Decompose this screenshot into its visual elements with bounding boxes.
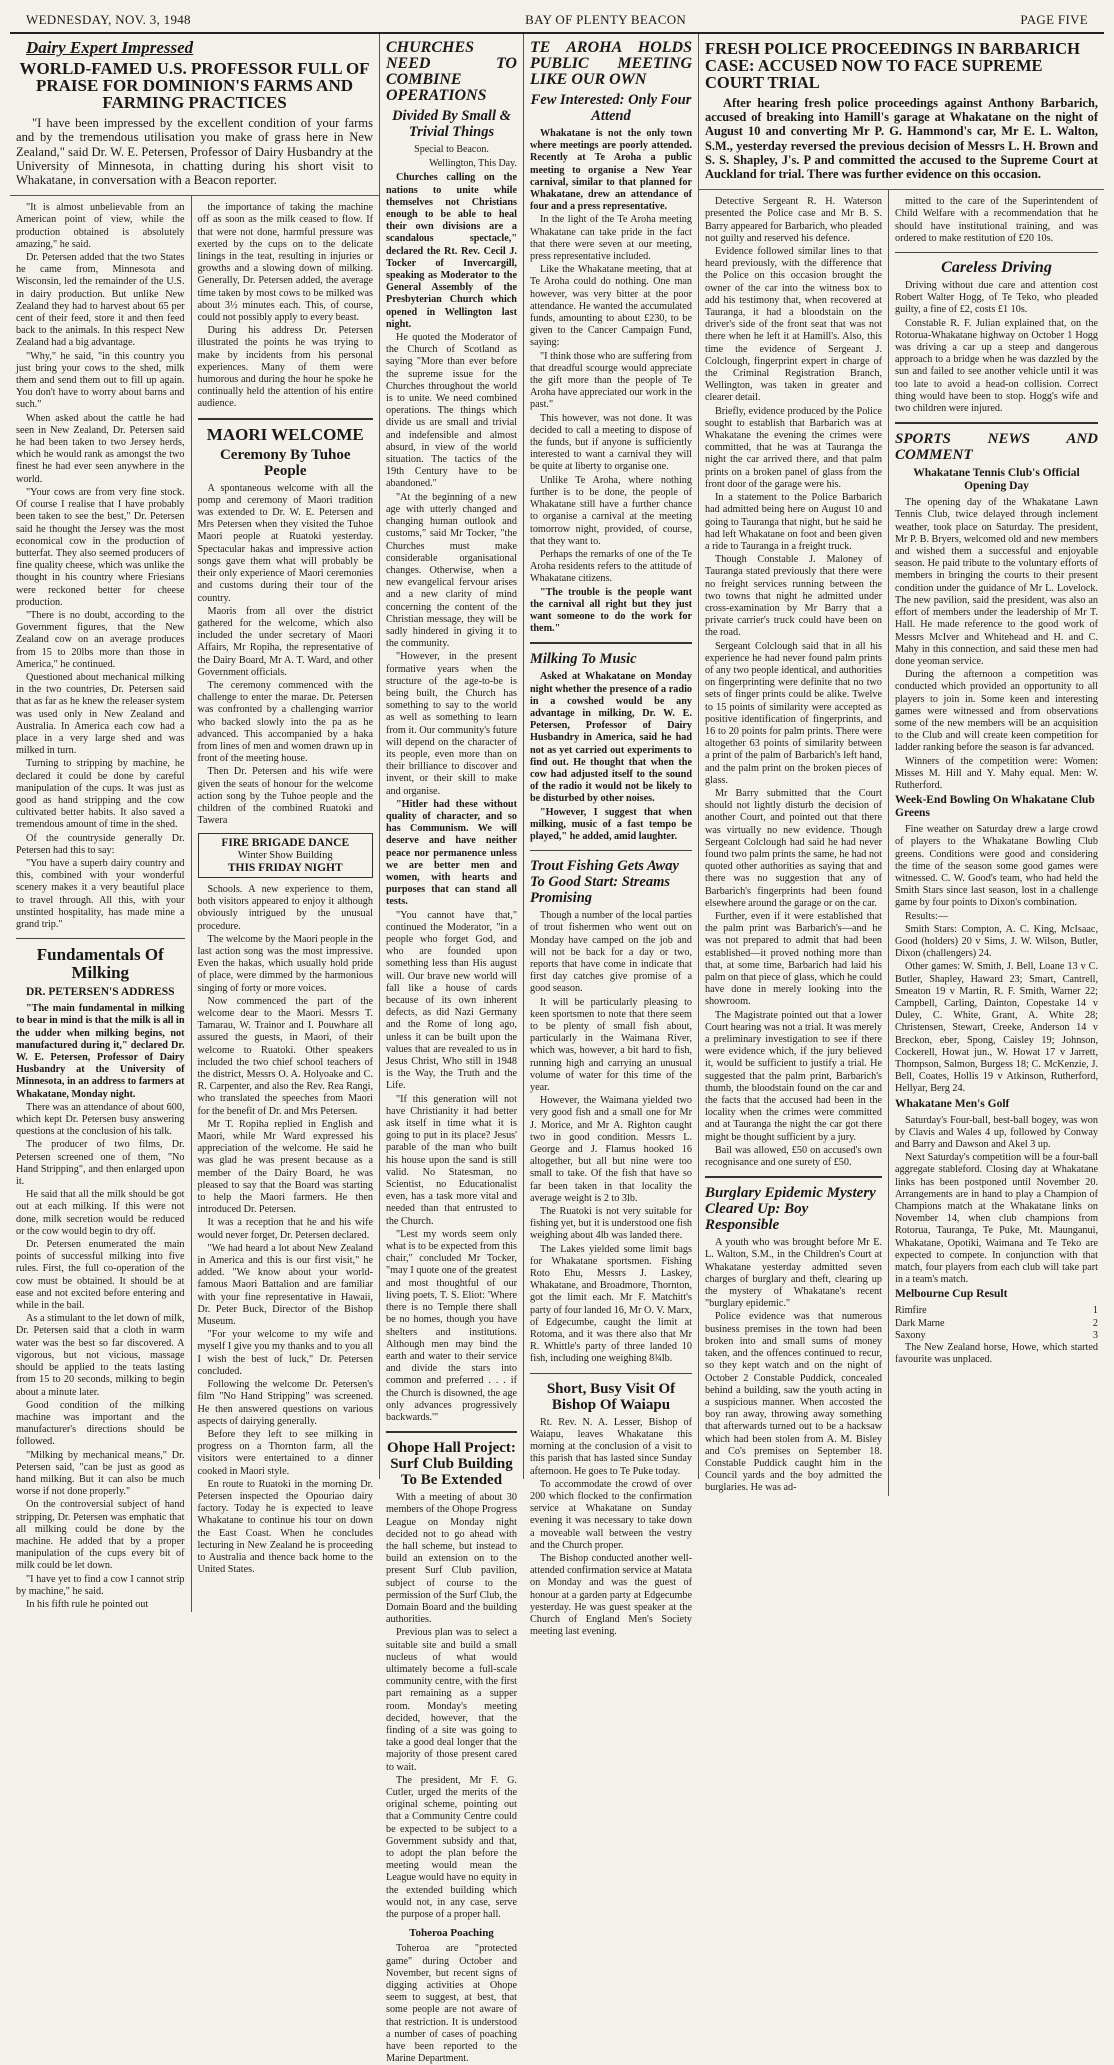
dateline: Special to Beacon. xyxy=(414,144,489,155)
bold-lead: Churches calling on the nations to unite while themselves not Christians enough to be able to heal their own divisions are a scandalous spectacle," declared the Rt. Rev. Cecil J. Tocker of Invercargill, speaking as Moderator to the General Assembly of the Presbyterian Church which opened in Wellington last night. xyxy=(386,172,517,330)
dairy-lead-band xyxy=(10,34,379,196)
paragraph: However, the Waimana yielded two very good fish and a small one for Mr J. Morice, and Mr A. Righton caught two in good condition. Messrs L. George and J. Flamus hooked 16 altogether, but all but nine were too small to take. Of the fish that have so far been taken in that locality the average weight is 2 to 3lb. xyxy=(529,1095,692,1204)
article-body xyxy=(705,196,882,1169)
placing: 1 xyxy=(1092,1305,1098,1317)
paragraph: A youth who was brought before Mr E. L. Walton, S.M., in the Children's Court at Whakatane yesterday admitted seven charges of burglary and theft, clearing up the mystery of Whakatane's recent "burglary epidemic." xyxy=(705,1237,882,1310)
paragraph: Results:— xyxy=(905,910,949,922)
paragraph: The Magistrate pointed out that a lower Court hearing was not a trial. It was merely a preliminary investigation to see if there were evidence which, if the jury believed it, would be sufficient to justify a trial. He suggested that the palm print, Barbarich's thumb, the bloodstain found on the car and the facts that the accused had been in the locality when the crimes were committed and at Tauranga the night the car got there might be thought sufficient by a jury. xyxy=(705,1009,882,1143)
article-body xyxy=(895,196,1098,245)
paragraph: the importance of taking the machine off as soon as the milk ceased to flow. If that were not done, harmful pressure was exerted by the cups on to the delicate linings in the teat, resulting in injuries or growths and a slowing down of milking. Generally, Dr. Petersen added, the average time taken by most cows to be milked was about 3½ minutes each. This, of course, could not possibly apply to every beast. xyxy=(197,202,373,324)
masthead-title: BAY OF PLENTY BEACON xyxy=(525,12,687,27)
paragraph: Mr T. Ropiha replied in English and Maori, while Mr Ward expressed his appreciation of the welcome. He said he was glad he was present because as a member of the Dairy Board, he was pleased to say that the Board was starting to help the Maori farmers. He then introduced Dr. Petersen. xyxy=(197,1118,373,1216)
te-aroha-column xyxy=(524,34,699,1638)
ad-title: FIRE BRIGADE DANCE xyxy=(221,837,350,850)
dateline-place: Wellington, This Day. xyxy=(429,158,517,170)
paragraph: Now commenced the part of the welcome dear to the Maori. Messrs T. Tamarau, W. Trainor and I. Pouwhare all assured the guests, in Maori, of their welcome to Ruatoki. Other speakers included the two chief school teachers of the district, Messrs O. A. Holyoake and C. R. Carpenter, and also the Rev. Rea Rangi, who translated the speeches from Maori for the benefit of Dr. and Mrs Petersen. xyxy=(197,995,373,1117)
article-body xyxy=(198,202,373,410)
horse-name: Dark Marne xyxy=(895,1317,945,1329)
paragraph: "Milking by mechanical means," Dr. Petersen said, "can be just as good as hand milking. But it can also be much worse if not done properly." xyxy=(16,1449,185,1498)
paragraph: Further, even if it were established that the palm print was Barbarich's—and he was not prepared to admit that had been established—it proved nothing more than that, at some time, Barbarich had laid his palm on that piece of glass, which he could have done in merely looking into the showroom. xyxy=(705,911,882,1008)
article-body xyxy=(705,1237,882,1494)
paragraph: Police evidence was that numerous business premises in the town had been broken into and small sums of money taken, and the offences continued to recur, so they kept watch and on the night of October 2 Constable Puddick, concealed behind a building, saw the youth acting in a suspicious manner. When accosted the boy ran away, throwing away something that afterwards turned out to be a hacksaw which had been stolen from A. M. Bisley and Co's premises on September 18. Constable Puddick caught him in the Council yards and the boy admitted the burglaries. He was ad- xyxy=(705,1311,882,1494)
paragraph: Briefly, evidence produced by the Police sought to establish that Barbarich was at Whakatane the evening the crimes were committed, that he was at Tauranga the night the car arrived there, and that palm prints on a broken panel of glass from the front door of the garage were his. xyxy=(705,405,882,490)
paragraph: "I have yet to find a cow I cannot strip by machine," he said. xyxy=(16,1573,185,1597)
paragraph: Turning to stripping by machine, he declared it could be done by careful manipulation of the cups. It was just as good as hand stripping and the cow cultivated better habits. It also saved a tremendous amount of time in the shed. xyxy=(16,758,185,831)
paragraph: Driving without due care and attention cost Robert Walter Hogg, of Te Teko, who pleaded guilty, a fine of £2, costs £1 10s. xyxy=(895,280,1098,316)
subcolumn-right xyxy=(192,196,379,1612)
paragraph: Perhaps the remarks of one of the Te Aroha residents refers to the attitude of Whakatane citizens. xyxy=(529,548,692,585)
ad-date: THIS FRIDAY NIGHT xyxy=(227,861,343,874)
result-row xyxy=(895,1330,1098,1342)
paragraph: "You have a superb dairy country and this, combined with your wonderful scenery makes it a very beautiful place to travel through. All this, with your unstinted hospitality, has made mine a grand trip." xyxy=(16,857,185,930)
paragraph: The ceremony commenced with the challenge to enter the marae. Dr. Petersen was confronted by a challenging warrior who backed slowly into the pa as he advanced. This accompanied by a haka from lines of men and women drawn up in front of the meeting house. xyxy=(197,679,373,765)
article-body xyxy=(895,1342,1098,1366)
bold-lead: Whakatane is not the only town where meetings are poorly attended. Recently at Te Aroha a public meeting to organise a New Year carnival, similar to that planned for Whakatane, drew an attendance of four and a press representative. xyxy=(529,128,692,213)
paragraph: Detective Sergeant R. H. Waterson presented the Police case and Mr B. S. Barry appeared for Barbarich, who pleaded not guilty and reserved his defence. xyxy=(705,196,882,244)
divider xyxy=(386,1431,517,1433)
divider xyxy=(198,418,373,420)
paragraph: Sergeant Colclough said that in all his experience he had never found palm prints of any two people identical, and authorities on fingerprinting were definite that no two sets of finger prints could be alike. Twelve to 15 points of similarity were accepted as positive identification of fingerprints, and 16 to 20 points for palm prints. There were altogether 63 points of similarity between a print of the palm of Barbarich's left hand, and the palm print on the broken pieces of glass. xyxy=(705,640,882,786)
bold-quote: "Hitler had these without quality of character, and so has Communism. We will deserve and have neither peace nor permanence unless we are better men and women, with hearts and purposes that can stand all tests. xyxy=(386,798,517,908)
paragraph: "At the beginning of a new age with utterly changed and changing human outlook and customs," said Mr Tocker, "the Churches must make considerable organisational changes. Otherwise, when a new evangelical fervour arises and a new clarity of mind concerning the content of the Christian message, they will be sadly hindered in giving it to the community. xyxy=(386,491,517,650)
paragraph: During the afternoon a competition was conducted which provided an opportunity to all players to join in. Some keen and interesting games were witnessed and from observations some of the new members will be an acquisition to the Club and will create keen competition for ladder ranking before the season is far advanced. xyxy=(895,669,1098,754)
headline-milking-music: Milking To Music xyxy=(529,651,637,668)
paragraph: Mr Barry submitted that the Court should not lightly disturb the decision of another Court, and pointed out that there was virtually no new evidence. Though Sergeant Colclough had said he had never found two palm prints the same, he had not quoted other authorities as saying that and there was no suggestion that any of Barbarich's fingerprints had been found elsewhere around the garage or on the car. xyxy=(705,787,882,909)
paragraph: Saturday's Four-ball, best-ball bogey, was won by Clavis and Wales 4 up, followed by Conway and Barry and Dawson and Akel 3 up. xyxy=(895,1114,1098,1151)
headline-careless-driving: Careless Driving xyxy=(941,259,1052,277)
kicker: Dairy Expert Impressed xyxy=(26,38,194,57)
article-body xyxy=(16,202,185,931)
article-body xyxy=(16,1102,185,1611)
right-subcolumns xyxy=(699,190,1104,1495)
headline-toheroa: Toheroa Poaching xyxy=(409,1927,494,1940)
paragraph: Rt. Rev. N. A. Lesser, Bishop of Waiapu, leaves Whakatane this morning at the conclusion of a visit to this parish that has lasted since Sunday afternoon. He goes to Te Puke today. xyxy=(529,1416,692,1477)
article-body xyxy=(386,1943,517,2065)
paragraph: As a stimulant to the let down of milk, Dr. Petersen said that a cloth in warm water was the best so far discovered. A vigorous, but not vicious, massage should be applied to the teats lasting from 15 to 20 seconds, milking to begin about a minute later. xyxy=(16,1313,185,1398)
divider xyxy=(530,642,692,644)
headline-te-aroha: TE AROHA HOLDS PUBLIC MEETING LIKE OUR OWN xyxy=(529,39,692,88)
paragraph: The president, Mr F. G. Cutler, urged the merits of the original scheme, pointing out that a Community Centre could be expected to be subject to a Government subsidy and that, to adopt the plan before the meeting would mean the League would have no equity in the extended building which would not, in any case, serve the purpose of a proper hall. xyxy=(386,1774,517,1921)
paragraph: This however, was not done. It was decided to call a meeting to dispose of the funds, but if anyone is sufficiently interested to want a carnival they will be quite at liberty to organise one. xyxy=(529,412,692,473)
paragraph: Unlike Te Aroha, where nothing further is to be done, the people of Whakatane still have a further chance to organise a carnival at the meeting tomorrow night, provided, of course, that they want to. xyxy=(529,474,692,547)
paragraph: "Your cows are from very fine stock. Of course I realise that I have probably been taken to see the best," Dr. Petersen said he thought the Jersey was the most economical cow in the production of butterfat. They also seemed producers of fine quality cheese, which was unlike the thought in his country where Friesians were reckoned better for cheese production. xyxy=(16,486,185,608)
paragraph: Dr. Petersen added that the two States he came from, Minnesota and Wisconsin, led the remainder of the U.S. in dairy production. But unlike New Zealand they had to harvest about 65 per cent of their feed, store it and then feed back to the animals. In this respect New Zealand had a big advantage. xyxy=(16,252,185,349)
headline-police: FRESH POLICE PROCEEDINGS IN BARBARICH CASE: ACCUSED NOW TO FACE SUPREME COURT TRIAL xyxy=(705,39,1080,92)
paragraph: "For your welcome to my wife and myself I give you my thanks and to you all I wish the best of luck," Dr. Petersen concluded. xyxy=(197,1329,373,1377)
bold-quote: "However, I suggest that when milking, music of a fast tempo be played," he added, amid laughter. xyxy=(529,806,692,842)
sports-column xyxy=(889,190,1104,1495)
paragraph: He said that all the milk should be got out at each milking. If this were not done, milk secretion would be reduced or the cow would begin to dry off. xyxy=(16,1189,185,1237)
subhead-few-interested: Few Interested: Only Four Attend xyxy=(530,92,692,124)
paragraph: Good condition of the milking machine was important and the manufacturer's directions should be followed. xyxy=(16,1399,185,1448)
paragraph: On the controversial subject of hand stripping, Dr. Petersen was emphatic that all milking could be done by the machine. He added that by a proper manipulation of the cups every bit of milk could be let down. xyxy=(16,1499,185,1572)
headline-professor: WORLD-FAMED U.S. PROFESSOR FULL OF PRAISE FOR DOMINION'S FARMS AND FARMING PRACTICES xyxy=(19,59,370,113)
result-row xyxy=(895,1305,1098,1317)
article-body xyxy=(895,824,1098,1095)
paragraph: Following the welcome Dr. Petersen's film "No Hand Stripping" was screened. He then answered questions on various aspects of dairying generally. xyxy=(197,1379,373,1427)
bold-quote: "The trouble is the people want the carnival all right but they just want someone to do the work for them." xyxy=(529,586,692,635)
placing: 2 xyxy=(1092,1317,1098,1329)
paragraph: With a meeting of about 30 members of the Ohope Progress League on Monday night decided not to go ahead with the hall scheme, but instead to build an extension on to the present Surf Club pavilion, subject of course to the permission of the Surf Club, the Domain Board and the building authorities. xyxy=(386,1492,517,1626)
paragraph: It was a reception that he and his wife would never forget, Dr. Petersen declared. xyxy=(197,1217,373,1241)
paragraph: Schools. A new experience to them, both visitors appeared to enjoy it although obviously intrigued by the unusual procedure. xyxy=(197,883,373,932)
paragraph: The Bishop conducted another well-attended confirmation service at Matata on Monday and was the guest of honour at a garden party at Edgecumbe yesterday. He was guest speaker at the Church of England Men's Society meeting last evening. xyxy=(529,1552,692,1638)
headline-tennis: Whakatane Tennis Club's Official Opening Day xyxy=(913,467,1080,493)
paragraph: There was an attendance of about 600, which kept Dr. Petersen busy answering questions at the conclusion of his talk. xyxy=(16,1101,185,1138)
paragraph: "There is no doubt, according to the Government figures, that the New Zealand cow on an average produces from 15 to 20lbs more than those in America," he continued. xyxy=(16,609,185,670)
paragraph: Other games: W. Smith, J. Bell, Loane 13 v C. Butler, Shapley, Haward 23; Smart, Cantrell, Smeaton 19 v Martin, R. F. Smith, Warner 22; Campbell, Carling, Dainton, Copestake 14 v Duley, C. White, Grant, A. White 28; Christensen, Stewart, Creeke, Anderson 14 v Breckon, eber, Spong, Caisley 19; Johnson, Cockerell, Howat jun., W. Howat 17 v Jarrett, Thompson, Salmon, Burgess 18; C. McKenzie, J. Bell, Coates, Hollis 19 v Atkinson, Rutherford, Hellyar, Berg 24. xyxy=(895,961,1098,1095)
bold-lead: "The main fundamental in milking to bear in mind is that the milk is all in the udder when milking begins, not manufactured during it," declared Dr. W. E. Petersen, Professor of Dairy Husbandry at the University of Minnesota, in an address to farmers at Whakatane, Monday night. xyxy=(16,1003,185,1100)
paragraph: Previous plan was to select a suitable site and build a small nucleus of what would ultimately become a full-scale community centre, with the first part remaining as a supper room. Monday's meeting decided, however, that the finding of a site was going to take a good deal longer that the majority of those present cared to wait. xyxy=(386,1627,517,1773)
ad-venue: Winter Show Building xyxy=(237,849,333,861)
churches-column xyxy=(380,34,524,2065)
paragraph: Maoris from all over the district gathered for the welcome, which also included the under secretary of Maori Affairs, Mr Ropiha, the representative of the Dairy Board, Mr A. T. Ward, and other Government officials. xyxy=(197,605,373,678)
paragraph: Then Dr. Petersen and his wife were given the seats of honour for the welcome action song by the Tuhoe people and the children of the combined Ruatoki and Tawera xyxy=(197,766,373,827)
headline-trout: Trout Fishing Gets Away To Good Start: Streams Promising xyxy=(529,858,679,907)
headline-bishop: Short, Busy Visit Of Bishop Of Waiapu xyxy=(546,1380,676,1413)
police-lead-band xyxy=(699,34,1104,190)
article-body xyxy=(386,332,517,798)
paragraph: Dr. Petersen enumerated the main points of successful milking into five rules. First, the full co-operation of the cow must be obtained. It should be at ease and not excited before entering and while in the bail. xyxy=(16,1239,185,1312)
headline-ohope: Ohope Hall Project: Surf Club Building To Be Extended xyxy=(387,1440,516,1489)
paragraph: In his fifth rule he pointed out xyxy=(26,1598,149,1610)
paragraph: Winners of the competition were: Women: Misses M. Hill and Y. Mahy equal. Men: W. Rutherford. xyxy=(895,755,1098,791)
paragraph: Smith Stars: Compton, A. C. King, McIsaac, Good (holders) 20 v Sims, J. W. Wilson, Butler, Dixon (challengers) 24. xyxy=(895,923,1098,960)
paragraph: "I think those who are suffering from that dreadful scourge would appreciate the gift more than the people of Te Aroha have appreciated our work in the past." xyxy=(529,350,692,411)
paragraph: It will be particularly pleasing to keen sportsmen to note that there seem to be plenty of small fish about, particularly in the Waimana River, which was, however, a bit hard to fish, running high and carrying an unusual volume of water for this time of the year. xyxy=(529,996,692,1094)
headline-melbourne-cup: Melbourne Cup Result xyxy=(895,1288,1008,1301)
police-column xyxy=(699,190,889,1495)
headline-burglary: Burglary Epidemic Mystery Cleared Up: Boy Responsible xyxy=(705,1185,876,1234)
article-body xyxy=(530,910,692,1366)
paragraph: Fine weather on Saturday drew a large crowd of players to the Whakatane Bowling Club greens. Conditions were good and considering the time of the season some good games were witnessed. C. W. Good's team, who had held the Smith Stars since last season, lost in a challenge game by four points to Dixon's combination. xyxy=(895,824,1098,909)
paragraph: The opening day of the Whakatane Lawn Tennis Club, twice delayed through inclement weather, took place on Saturday. The president, Mr P. B. Bryers, welcomed old and new members and wished them a successful and enjoyable season. He paid tribute to the voluntary efforts of members in bringing the courts to their present condition under the guidance of Mr L. Lovelock. The new pavilion, said the president, was also an effort of members under the leadership of Mr T. Hall. He made reference to the good work of Messrs McIver and Whitehead and H. and C. Mahy in this connection, and said these men had done yeoman service. xyxy=(895,497,1098,667)
paragraph: Evidence followed similar lines to that heard previously, with the difference that the Police on this occasion brought the owner of the car into the witness box to add his testimony that, when recovered at Tauranga, it had a bloodstain on the driver's side of the front seat that was not there when he left it at Hamill's. Also, this time the evidence of Sergeant J. Colclough, fingerprint expert in charge of the Criminal Registration Branch, Wellington, was taken in greater and clearer detail. xyxy=(705,246,882,404)
article-body xyxy=(895,497,1098,792)
paragraph: mitted to the care of the Superintendent of Child Welfare with a recommendation that he should have institutional training, and was ordered to make restitution of £20 10s. xyxy=(895,196,1098,244)
subhead-ceremony: Ceremony By Tuhoe People xyxy=(219,446,351,479)
dance-advertisement xyxy=(198,833,373,878)
masthead-page: PAGE FIVE xyxy=(1020,12,1088,27)
dairy-expert-section xyxy=(10,34,380,1610)
article-body xyxy=(198,483,373,828)
article-body xyxy=(198,884,373,1576)
horse-name: Saxony xyxy=(895,1329,926,1341)
race-results xyxy=(895,1305,1098,1342)
paragraph: "It is almost unbelievable from an American point of view, while the production obtained is absolutely amazing," he said. xyxy=(16,202,185,250)
columns xyxy=(10,34,1104,2065)
paragraph: The welcome by the Maori people in the last action song was the most impressive. Even the hakas, which usually hold pride of place, were dimmed by the harmonious singing of forty or more voices. xyxy=(197,933,374,994)
paragraph: Constable R. F. Julian explained that, on the Rotorua-Whakatane highway on October 1 Hogg was driving a car up a steep and dangerous approach to a bridge when he was dazzled by the sun and failed to see another vehicle until it was too late to avoid a head-on collision. Correct thing would have been to stop. Hogg's wife and two children were injured. xyxy=(895,317,1098,415)
article-body xyxy=(386,1492,517,1921)
paragraph: A spontaneous welcome with all the pomp and ceremony of Maori tradition was extended to Dr. W. E. Petersen and Mrs Petersen when they visited the Tuhoe Maori people at Ruatoki yesterday. Spectacular hakas and impressive action songs gave them what will probably be their only experience of Maori ceremonies and customs during their tour of the country. xyxy=(197,482,373,604)
divider xyxy=(16,938,185,939)
paragraph: The Ruatoki is not very suitable for fishing yet, but it is understood one fish weighing about 4lb was landed there. xyxy=(529,1206,692,1242)
subcolumn-left xyxy=(10,196,192,1612)
article-body xyxy=(895,280,1098,415)
subhead-address: DR. PETERSEN'S ADDRESS xyxy=(25,986,175,999)
right-section xyxy=(699,34,1104,1494)
placing: 3 xyxy=(1092,1329,1098,1341)
paragraph: The New Zealand horse, Howe, which started favourite was unplaced. xyxy=(895,1342,1098,1366)
bold-lead: Asked at Whakatane on Monday night whether the presence of a radio in a cowshed would be any advantage in milking, Dr. W. E. Petersen, Professor of Dairy Husbandry in America, said he had not as yet carried out experiments to find out. He thought that when the cow had adjusted itself to the sound of the radio it would not be likely to be disturbed by other noises. xyxy=(529,671,692,805)
paragraph: Before they left to see milking in progress on a Thornton farm, all the visitors were entertained to a dinner cooked in Maori style. xyxy=(197,1428,373,1477)
headline-bowling: Week-End Bowling On Whakatane Club Greens xyxy=(895,794,1095,820)
subhead-divided: Divided By Small & Trivial Things xyxy=(392,108,511,140)
paragraph: Though a number of the local parties of trout fishermen who went out on Monday have camped on the job and will not be back for a day or two, reports that have come in indicate that first day catches give promise of a good season. xyxy=(529,910,692,995)
paragraph: The producer of two films, Dr. Petersen screened one of them, "No Hand Stripping", and then enlarged upon it. xyxy=(16,1139,185,1188)
paragraph: In a statement to the Police Barbarich had admitted being here on August 10 and going to Tauranga that night, but he said he had left Whakatane on foot and been given a ride to Tauranga in a freight truck. xyxy=(705,492,882,552)
paragraph: Toheroa are "protected game" during October and November, but recent signs of digging activities at Ohope seem to suggest, at best, that some people are not aware of that restriction. It is understood a number of cases of poaching have been reported to the Marine Department. xyxy=(386,1943,517,2065)
headline-maori-welcome: MAORI WELCOME xyxy=(206,424,364,444)
horse-name: Rimfire xyxy=(895,1305,927,1317)
result-row xyxy=(895,1318,1098,1330)
lead-paragraph: "I have been impressed by the excellent condition of your farms and by the tremendous utilisation you make of grass here in New Zealand," said Dr. W. E. Petersen, Professor of Dairy Husbandry at the University of Minnesota, in chatting during his short visit to Whakatane, in conversation with a Beacon reporter. xyxy=(16,116,373,188)
paragraph: The Lakes yielded some limit bags for Whakatane sportsmen. Fishing Roto Ehu, Messrs J. Laskey, Whakatane, and Broadmore, Thornton, got the limit each. Mr F. Matchitt's party of four landed 16, Mr O. V. Marx, of Edgecumbe, caught the limit at Rotoma, and it was there also that Mr R. Whittle's party of three landed 10 fish, including one weighing 8¾lb. xyxy=(529,1243,693,1365)
article-body xyxy=(895,1115,1098,1287)
paragraph: Though Constable J. Maloney of Tauranga stated previously that there were no freight services running between the two towns that night he admitted under cross-examination by Mr Barry that a private carrier's truck could have been on the road. xyxy=(705,554,882,639)
paragraph: En route to Ruatoki in the morning Dr. Petersen inspected the Opouriao dairy factory. Today he is expected to leave Whakatane to continue his tour on down the East Coast. When he concludes lecturing in New Zealand he is proceeding to Australia and thence back home to the United States. xyxy=(197,1478,373,1576)
paragraph: "However, in the present formative years when the structure of the age-to-be is being built, the Church has something to say to the world as well as something to learn from it. Our community's future will depend on the character of its people, even more than on their brilliance to discover and invent, or their skill to make and organise. xyxy=(386,651,517,797)
paragraph: Of the countryside generally Dr. Petersen had this to say: xyxy=(16,832,185,856)
paragraph: He quoted the Moderator of the Church of Scotland as saying "More than ever before the supreme issue for the Churches throughout the world is to unite. We need combined operations. The things which divide us are small and trivial and indefensible and almost absurd, in view of the world situation. The tactics of the 19th Century have to be abandoned." xyxy=(386,332,517,490)
paragraph: When asked about the cattle he had seen in New Zealand, Dr. Petersen said he had been taken to two Jersey herds, which he would rank as amongst the two finest he had ever seen anywhere in the world. xyxy=(16,412,185,485)
paragraph: Questioned about mechanical milking in the two countries, Dr. Petersen said that as far as he knew the releaser system was used only in New Zealand and Australia. In America each cow had a place in a very large shed and was milked in turn. xyxy=(16,671,185,757)
divider xyxy=(530,850,692,851)
paragraph: In the light of the Te Aroha meeting Whakatane can take pride in the fact that there were seven at our meeting, press representative included. xyxy=(529,214,692,263)
dairy-subcolumns xyxy=(10,196,379,1612)
headline-churches: CHURCHES NEED TO COMBINE OPERATIONS xyxy=(386,39,517,104)
paragraph: During his address Dr. Petersen illustrated the points he was trying to make by incidents from his personal experiences. Many of them were humorous and during the hour he spoke he continually held the attention of his entire audience. xyxy=(197,325,373,410)
headline-sports: SPORTS NEWS AND COMMENT xyxy=(895,431,1098,464)
paragraph: Like the Whakatane meeting, that at Te Aroha could do nothing. One man however, was very bitter at the poor attendance. He wanted the accumulated funds, amounting to about £230, to be given to the Cancer Campaign Fund, saying: xyxy=(529,264,692,349)
divider xyxy=(705,1176,882,1178)
divider xyxy=(895,422,1098,424)
paragraph: Next Saturday's competition will be a four-ball aggregate stableford. Closing day at Whakatane links has been postponed until November 20. Arrangements are in hand to play a Champion of Champions match at the Whakatane links on November 14, when club champions from Rotorua, Tauranga, Te Puke, Mt. Maunganui, Whakatane, Opotiki, Waimana and Te Teko are expected to compete. In conjunction with that match, four players from each club will take part in a team's match. xyxy=(895,1152,1098,1286)
masthead xyxy=(10,8,1104,34)
masthead-date: WEDNESDAY, NOV. 3, 1948 xyxy=(26,12,191,27)
paragraph: "If this generation will not have Christianity it had better ask itself in time what it is going to put in its place? Jesus' parable of the man who built his house upon the sand is still valid. No Statesman, no Scientist, no Educationalist even, has a task more vital and needed than that entrusted to the Church. xyxy=(386,1093,517,1227)
paragraph: "Why," he said, "in this country you just bring your cows to the shed, milk them and send them out to fill up again. You don't have to worry about barns and such." xyxy=(16,350,185,411)
bold-lead: After hearing fresh police proceedings against Anthony Barbarich, accused of breaking into Hamill's garage at Whakatane on the night of August 10 and converting Mr P. G. Hammond's car, Mr E. L. Walton, S.M., yesterday reversed the previous decision of Messrs L. H. Brown and S. S. Shapley, J's. P and committed the accused to the Supreme Court at Auckland for trial. There was further evidence on this occasion. xyxy=(705,96,1098,182)
paragraph: To accommodate the crowd of over 200 which flocked to the confirmation service at Whakatane on Sunday evening it was necessary to take down a moveable wall between the vestry and the Church proper. xyxy=(529,1478,692,1551)
paragraph: "We had heard a lot about New Zealand in America and this is our first visit," he added. "We know about your world-famous Maori Battalion and are familiar with your fine representative in Hawaii, Dr. Peter Buck, Director of the Bishop Museum. xyxy=(197,1242,373,1328)
paragraph: "You cannot have that," continued the Moderator, "in a people who forget God, and who are founded upon something less than His august will. Our brave new world will fall like a house of cards because of its own inherent defects, as did Nazi Germany and the Rome of long ago, unless it can be built upon the values that are revealed to us in Jesus Christ, Who still in 1948 is the Way, the Truth and the Life. xyxy=(386,909,517,1092)
divider xyxy=(895,252,1098,253)
article-body xyxy=(386,910,517,1425)
article-body xyxy=(530,214,692,585)
paragraph: Bail was allowed, £50 on accused's own recognisance and one surety of £50. xyxy=(705,1144,882,1169)
headline-fundamentals: Fundamentals Of Milking xyxy=(36,945,164,983)
headline-golf: Whakatane Men's Golf xyxy=(895,1097,1010,1110)
divider xyxy=(530,1373,692,1374)
article-body xyxy=(530,1417,692,1639)
paragraph: "Lest my words seem only what is to be expected from this chair," concluded Mr Tocker, "may I quote one of the greatest and most thoughtful of our living poets, T. S. Eliot: 'Where there is no Temple there shall be no homes, though you have shelters and institutions. Although men may bind the earth and water to their service and divide the stars into common and preferred . . . if the Church is disowned, the age only advances progressively backwards.'" xyxy=(386,1228,517,1423)
